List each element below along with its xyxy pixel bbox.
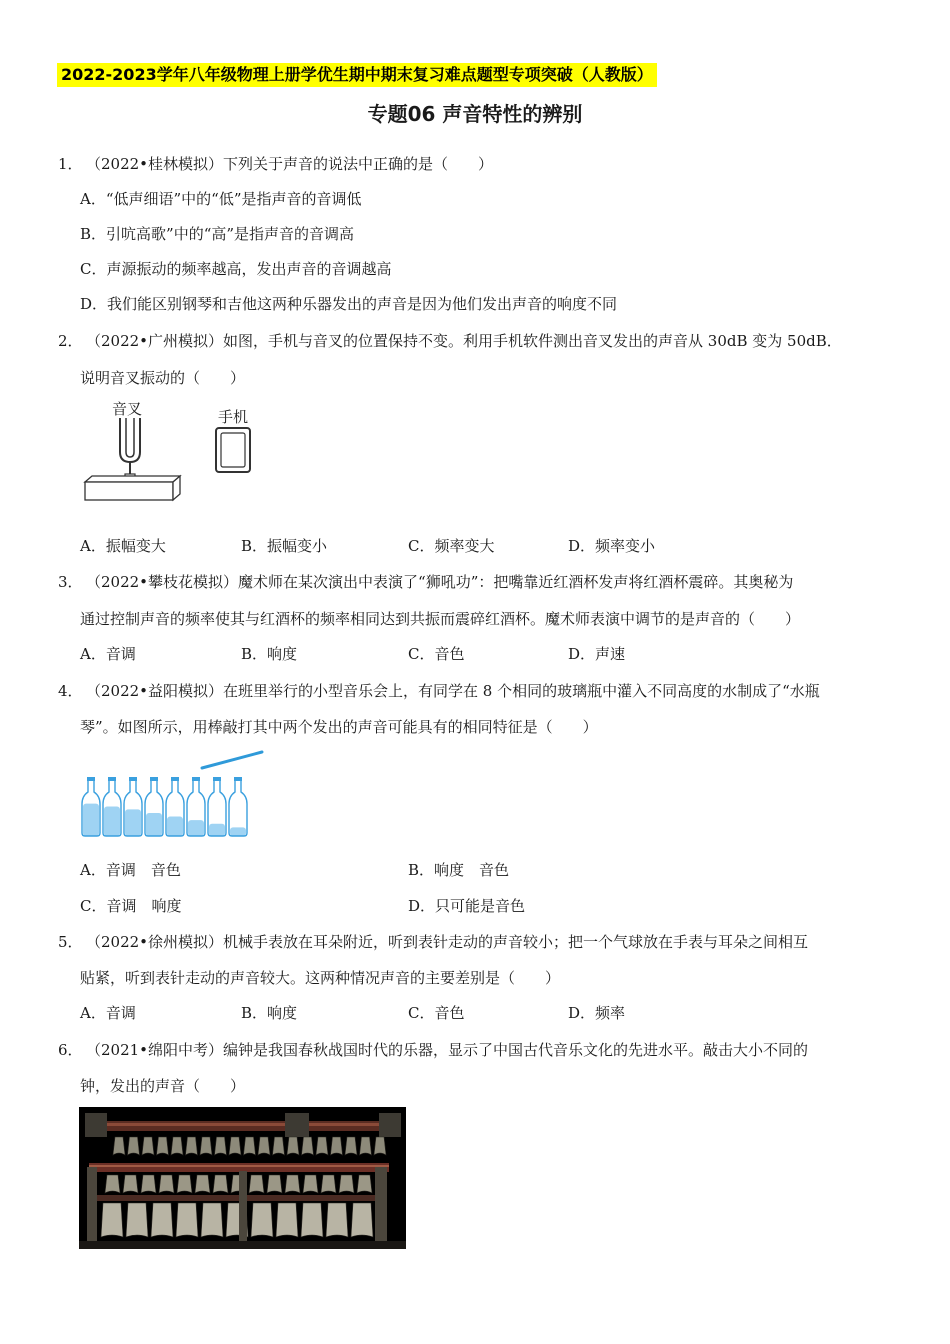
bronze-bell xyxy=(302,1137,314,1155)
question-stem-continued: 钟，发出的声音（ ） xyxy=(80,1077,246,1095)
bronze-bell xyxy=(215,1137,227,1155)
question-number: 2． xyxy=(58,332,83,350)
glass-bottle xyxy=(208,777,226,836)
bronze-bell xyxy=(123,1175,138,1193)
bronze-bell xyxy=(113,1137,125,1155)
question-stem: （2021•绵阳中考）编钟是我国春秋战国时代的乐器，显示了中国古代音乐文化的先进水平。敲击大小不同的 xyxy=(86,1041,809,1059)
bronze-bell xyxy=(171,1137,183,1155)
option-b: B．响度 xyxy=(241,1004,298,1022)
bronze-bell xyxy=(157,1137,169,1155)
bronze-bell xyxy=(213,1175,228,1193)
option-b: B．响度 音色 xyxy=(408,861,510,879)
option-a: A．音调 xyxy=(80,645,136,663)
bronze-bell xyxy=(326,1203,348,1237)
bronze-bell xyxy=(345,1137,357,1155)
medium-bells-row xyxy=(105,1175,372,1193)
question-stem-continued: 贴紧，听到表针走动的声音较大。这两种情况声音的主要差别是（ ） xyxy=(80,969,561,987)
option-c: C．音调 响度 xyxy=(80,897,182,915)
bronze-bell xyxy=(321,1175,336,1193)
glass-bottle xyxy=(103,777,121,836)
bronze-bell xyxy=(360,1137,372,1155)
question-stem-continued: 琴”。如图所示，用棒敲打其中两个发出的声音可能具有的相同特征是（ ） xyxy=(80,718,598,736)
bronze-bell xyxy=(141,1175,156,1193)
bronze-bell xyxy=(195,1175,210,1193)
question-number: 6． xyxy=(58,1041,83,1059)
option-c: C．音色 xyxy=(408,645,465,663)
water-bottle-xylophone-figure xyxy=(80,750,266,840)
phone-icon xyxy=(216,428,250,472)
bronze-bell xyxy=(316,1137,328,1155)
bronze-bell xyxy=(374,1137,386,1155)
option-a: A．音调 音色 xyxy=(80,861,181,879)
question-stem-continued: 说明音叉振动的（ ） xyxy=(80,369,246,387)
option-a: A．音调 xyxy=(80,1004,136,1022)
bronze-bell xyxy=(128,1137,140,1155)
question-stem: （2022•徐州模拟）机械手表放在耳朵附近，听到表针走动的声音较小；把一个气球放在手表与耳朵之间相互 xyxy=(86,933,809,951)
bronze-bell xyxy=(303,1175,318,1193)
bronze-bell xyxy=(244,1137,256,1155)
phone-label: 手机 xyxy=(218,408,249,426)
option-a: A．振幅变大 xyxy=(80,537,166,555)
question-number: 5． xyxy=(58,933,83,951)
glass-bottle xyxy=(145,777,163,836)
bronze-bell xyxy=(276,1203,298,1237)
bronze-bell xyxy=(251,1203,273,1237)
question-stem: （2022•广州模拟）如图，手机与音叉的位置保持不变。利用手机软件测出音叉发出的声音从 30dB 变为 50dB． xyxy=(86,332,842,350)
page-title: 专题06 声音特性的辨别 xyxy=(367,102,583,126)
bronze-bell xyxy=(285,1175,300,1193)
question-number: 3． xyxy=(58,573,83,591)
option-c: C．声源振动的频率越高，发出声音的音调越高 xyxy=(80,260,392,278)
bronze-bell xyxy=(339,1175,354,1193)
option-c: C．频率变大 xyxy=(408,537,495,555)
bronze-bell xyxy=(357,1175,372,1193)
question-stem: （2022•攀枝花模拟）魔术师在某次演出中表演了“狮吼功”：把嘴靠近红酒杯发声将红酒杯震碎。其奥秘为 xyxy=(86,573,794,591)
question-stem-continued: 通过控制声音的频率使其与红酒杯的频率相同达到共振而震碎红酒杯。魔术师表演中调节的是声音的（ ） xyxy=(80,610,801,628)
glass-bottle xyxy=(82,777,100,836)
bottle-row xyxy=(82,777,247,836)
tuning-fork-label: 音叉 xyxy=(112,400,143,418)
option-b: B．响度 xyxy=(241,645,298,663)
striking-stick xyxy=(202,752,262,768)
bronze-bell xyxy=(287,1137,299,1155)
glass-bottle xyxy=(229,777,247,836)
bronze-bell xyxy=(229,1137,241,1155)
bronze-bell xyxy=(200,1137,212,1155)
glass-bottle xyxy=(187,777,205,836)
option-d: D．频率 xyxy=(568,1004,626,1022)
bronze-bell xyxy=(267,1175,282,1193)
bronze-bell xyxy=(258,1137,270,1155)
glass-bottle xyxy=(124,777,142,836)
bronze-bell xyxy=(249,1175,264,1193)
question-stem: （2022•益阳模拟）在班里举行的小型音乐会上，有同学在 8 个相同的玻璃瓶中灌入不同高度的水制成了“水瓶 xyxy=(86,682,820,700)
bronze-bell xyxy=(126,1203,148,1237)
question-stem: （2022•桂林模拟）下列关于声音的说法中正确的是（ ） xyxy=(86,155,494,173)
option-a: A．“低声细语”中的“低”是指声音的音调低 xyxy=(80,190,362,208)
question-number: 4． xyxy=(58,682,83,700)
tuning-fork-icon xyxy=(120,418,140,478)
option-c: C．音色 xyxy=(408,1004,465,1022)
option-b: B．振幅变小 xyxy=(241,537,328,555)
series-banner: 2022-2023学年八年级物理上册学优生期中期末复习难点题型专项突破（人教版） xyxy=(57,63,657,87)
bronze-bell xyxy=(101,1203,123,1237)
large-bells-row xyxy=(101,1203,373,1237)
bronze-bell xyxy=(351,1203,373,1237)
option-d: D．只可能是音色 xyxy=(408,897,526,915)
tuning-fork-phone-figure xyxy=(80,400,260,505)
bronze-bell xyxy=(142,1137,154,1155)
resonance-box xyxy=(85,476,180,500)
bronze-bell xyxy=(151,1203,173,1237)
option-b: B．引吭高歌”中的“高”是指声音的音调高 xyxy=(80,225,355,243)
bronze-bell xyxy=(159,1175,174,1193)
bronze-bell xyxy=(301,1203,323,1237)
bronze-bell xyxy=(186,1137,198,1155)
option-d: D．我们能区别钢琴和吉他这两种乐器发出的声音是因为他们发出声音的响度不同 xyxy=(80,295,618,313)
bronze-bell xyxy=(201,1203,223,1237)
bronze-bell xyxy=(273,1137,285,1155)
glass-bottle xyxy=(166,777,184,836)
bronze-bell xyxy=(105,1175,120,1193)
chime-bells-photo xyxy=(79,1107,406,1249)
option-d: D．频率变小 xyxy=(568,537,656,555)
option-d: D．声速 xyxy=(568,645,626,663)
bronze-bell xyxy=(176,1203,198,1237)
bronze-bell xyxy=(331,1137,343,1155)
bronze-bell xyxy=(177,1175,192,1193)
question-number: 1． xyxy=(58,155,83,173)
